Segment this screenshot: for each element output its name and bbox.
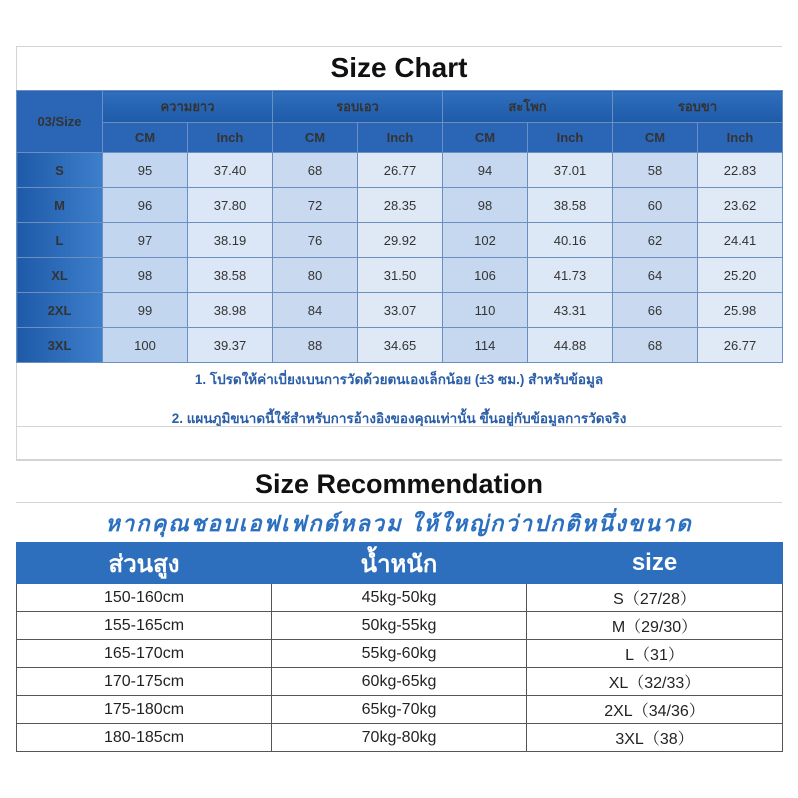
note-1: 1. โปรดให้ค่าเบี่ยงเบนการวัดด้วยตนเองเล็กน้อย (±3 ซม.) สำหรับข้อมูล [194,372,604,387]
rec-height-cell: 165-170cm [17,640,272,668]
rec-size-cell: 3XL（38） [527,724,783,752]
unit-header-inch: Inch [698,123,783,153]
rec-size-cell: M（29/30） [527,612,783,640]
size-row [17,188,783,223]
unit-header-cm: CM [613,123,698,153]
note-2: 2. แผนภูมิขนาดนี้ใช้สำหรับการอ้างอิงของคุณเท่านั้น ขึ้นอยู่กับข้อมูลการวัดจริง [171,411,627,426]
rec-row [17,668,783,696]
rec-height-cell: 150-160cm [17,584,272,612]
measurement-cell: 25.20 [698,258,783,293]
rec-row [17,584,783,612]
size-row [17,223,783,258]
rec-weight-cell: 50kg-55kg [272,612,527,640]
measurement-cell: 43.31 [528,293,613,328]
size-row [17,258,783,293]
measurement-cell: 99 [103,293,188,328]
recommendation-table [16,542,783,752]
measurement-cell: 34.65 [358,328,443,363]
measurement-cell: 76 [273,223,358,258]
measurement-cell: 94 [443,153,528,188]
measurement-cell: 58 [613,153,698,188]
rec-weight-cell: 45kg-50kg [272,584,527,612]
measurement-cell: 38.19 [188,223,273,258]
divider [16,502,782,503]
size-label: M [17,188,103,223]
measurement-cell: 24.41 [698,223,783,258]
rec-height-cell: 175-180cm [17,696,272,724]
measurement-cell: 23.62 [698,188,783,223]
rec-size-cell: XL（32/33） [527,668,783,696]
rec-row [17,724,783,752]
group-header-hip: สะโพก [443,91,613,123]
measurement-cell: 22.83 [698,153,783,188]
measurement-cell: 98 [443,188,528,223]
rec-size-cell: S（27/28） [527,584,783,612]
measurement-cell: 62 [613,223,698,258]
rec-weight-cell: 55kg-60kg [272,640,527,668]
size-label: 2XL [17,293,103,328]
measurement-cell: 114 [443,328,528,363]
size-label: XL [17,258,103,293]
measurement-cell: 68 [273,153,358,188]
recommendation-tagline: หากคุณชอบเอฟเฟกต์หลวม ให้ใหญ่กว่าปกติหนึ่งขนาด [105,511,693,536]
divider [16,460,782,461]
measurement-cell: 25.98 [698,293,783,328]
rec-row [17,696,783,724]
measurement-cell: 31.50 [358,258,443,293]
group-header-length: ความยาว [103,91,273,123]
rec-size-cell: 2XL（34/36） [527,696,783,724]
size-column-header: 03/Size [17,91,103,153]
rec-height-cell: 155-165cm [17,612,272,640]
measurement-cell: 98 [103,258,188,293]
unit-header-cm: CM [443,123,528,153]
size-label: 3XL [17,328,103,363]
measurement-cell: 102 [443,223,528,258]
measurement-cell: 29.92 [358,223,443,258]
size-label: S [17,153,103,188]
measurement-cell: 33.07 [358,293,443,328]
measurement-cell: 72 [273,188,358,223]
rec-size-cell: L（31） [527,640,783,668]
rec-header-size: size [527,543,783,584]
measurement-cell: 97 [103,223,188,258]
divider [16,426,782,427]
size-chart-table [16,90,783,363]
measurement-cell: 68 [613,328,698,363]
rec-row [17,640,783,668]
recommendation-title: Size Recommendation [254,469,544,499]
rec-header-height: ส่วนสูง [17,543,272,584]
rec-header-weight: น้ำหนัก [272,543,527,584]
measurement-cell: 88 [273,328,358,363]
measurement-cell: 80 [273,258,358,293]
measurement-cell: 66 [613,293,698,328]
measurement-cell: 44.88 [528,328,613,363]
rec-weight-cell: 70kg-80kg [272,724,527,752]
measurement-cell: 64 [613,258,698,293]
measurement-cell: 39.37 [188,328,273,363]
unit-header-inch: Inch [188,123,273,153]
unit-header-cm: CM [273,123,358,153]
measurement-cell: 38.58 [188,258,273,293]
measurement-cell: 106 [443,258,528,293]
size-row [17,293,783,328]
measurement-cell: 60 [613,188,698,223]
rec-height-cell: 170-175cm [17,668,272,696]
size-label: L [17,223,103,258]
size-row [17,328,783,363]
rec-weight-cell: 60kg-65kg [272,668,527,696]
rec-height-cell: 180-185cm [17,724,272,752]
group-header-thigh: รอบขา [613,91,783,123]
measurement-cell: 38.98 [188,293,273,328]
rec-weight-cell: 65kg-70kg [272,696,527,724]
measurement-cell: 110 [443,293,528,328]
measurement-cell: 100 [103,328,188,363]
size-row [17,153,783,188]
size-chart-title: Size Chart [330,52,468,83]
measurement-cell: 37.80 [188,188,273,223]
measurement-cell: 41.73 [528,258,613,293]
unit-header-cm: CM [103,123,188,153]
measurement-cell: 38.58 [528,188,613,223]
measurement-cell: 96 [103,188,188,223]
measurement-cell: 95 [103,153,188,188]
measurement-cell: 40.16 [528,223,613,258]
measurement-cell: 26.77 [698,328,783,363]
unit-header-inch: Inch [528,123,613,153]
group-header-waist: รอบเอว [273,91,443,123]
measurement-cell: 37.01 [528,153,613,188]
measurement-cell: 28.35 [358,188,443,223]
unit-header-inch: Inch [358,123,443,153]
measurement-cell: 26.77 [358,153,443,188]
rec-row [17,612,783,640]
measurement-cell: 37.40 [188,153,273,188]
measurement-cell: 84 [273,293,358,328]
